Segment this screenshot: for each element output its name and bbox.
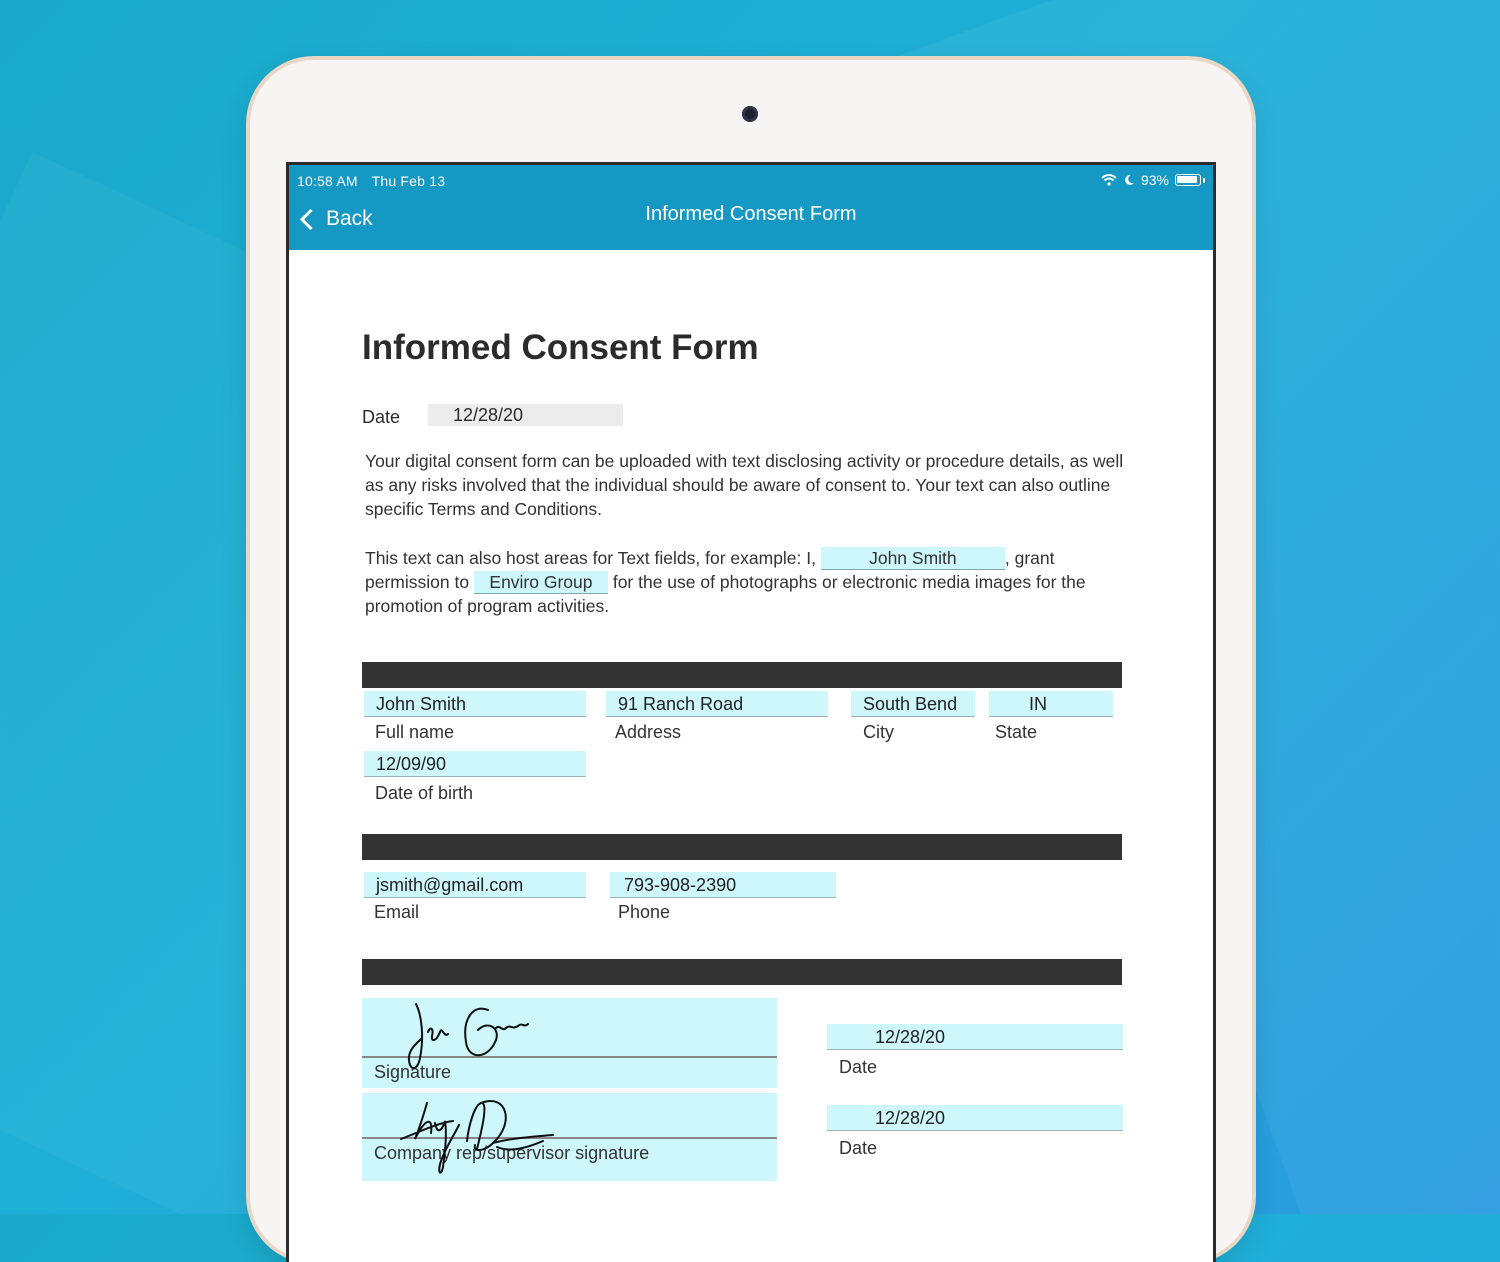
screen	[286, 162, 1216, 1262]
handwritten-signature	[402, 998, 542, 1078]
paragraph-text: This text can also host areas for Text fields, for example: I,	[365, 548, 816, 568]
address-label: Address	[615, 722, 682, 742]
battery-icon	[1175, 174, 1201, 186]
date-of-birth-field[interactable]: 12/09/90	[364, 751, 586, 777]
section-bar	[362, 959, 1122, 985]
city-label: City	[863, 722, 894, 742]
email-label: Email	[374, 902, 420, 922]
phone-label: Phone	[618, 902, 671, 922]
navigation-bar	[289, 165, 1213, 250]
battery-tip	[1203, 178, 1205, 183]
nav-title: Informed Consent Form	[645, 203, 857, 225]
wifi-icon	[1101, 174, 1117, 186]
back-label: Back	[326, 207, 373, 230]
document-title: Informed Consent Form	[362, 328, 759, 367]
ipad-frame	[250, 60, 1252, 1260]
signature-date-label: Date	[839, 1057, 878, 1077]
company-signature-pad[interactable]	[362, 1093, 777, 1181]
camera-icon	[742, 106, 758, 122]
signature-date-field[interactable]: 12/28/20	[827, 1024, 1123, 1050]
inline-name-field[interactable]: John Smith	[821, 547, 1005, 570]
signature-label: Signature	[374, 1062, 452, 1082]
company-signature-label: Company rep/supervisor signature	[374, 1143, 650, 1163]
signature-pad[interactable]	[362, 998, 777, 1088]
date-field[interactable]: 12/28/20	[428, 404, 623, 426]
date-label: Date	[362, 407, 401, 427]
intro-paragraph: Your digital consent form can be uploaded with text disclosing activity or procedure details, as well as any risks involved that the individual should be aware of consent to. Your text can also outline specific Terms and Conditions.	[365, 451, 1124, 519]
email-field[interactable]: jsmith@gmail.com	[364, 872, 586, 898]
company-date-label: Date	[839, 1138, 878, 1158]
section-bar	[362, 662, 1122, 688]
handwritten-company-signature	[397, 1093, 597, 1181]
status-indicators	[1101, 172, 1205, 188]
battery-percent: 93%	[1140, 172, 1169, 188]
state-field[interactable]: IN	[989, 691, 1113, 717]
status-time: 10:58 AM	[297, 173, 358, 189]
paragraph-text: for the use of photographs or electronic media images for the promotion of program activities.	[365, 572, 1086, 616]
inline-organization-field[interactable]: Enviro Group	[474, 571, 608, 594]
status-date: Thu Feb 13	[371, 173, 446, 189]
phone-field[interactable]: 793-908-2390	[610, 872, 836, 898]
permission-paragraph	[365, 546, 1135, 618]
city-field[interactable]: South Bend	[851, 691, 975, 717]
paragraph-text: , grant permission to	[365, 548, 1055, 592]
consent-document	[289, 250, 1213, 1262]
address-field[interactable]: 91 Ranch Road	[606, 691, 828, 717]
full-name-field[interactable]: John Smith	[364, 691, 586, 717]
section-bar	[362, 834, 1122, 860]
full-name-label: Full name	[375, 722, 455, 742]
moon-icon	[1123, 174, 1135, 186]
status-bar	[297, 173, 455, 189]
date-of-birth-label: Date of birth	[375, 783, 474, 803]
company-date-field[interactable]: 12/28/20	[827, 1105, 1123, 1131]
state-label: State	[995, 722, 1038, 742]
